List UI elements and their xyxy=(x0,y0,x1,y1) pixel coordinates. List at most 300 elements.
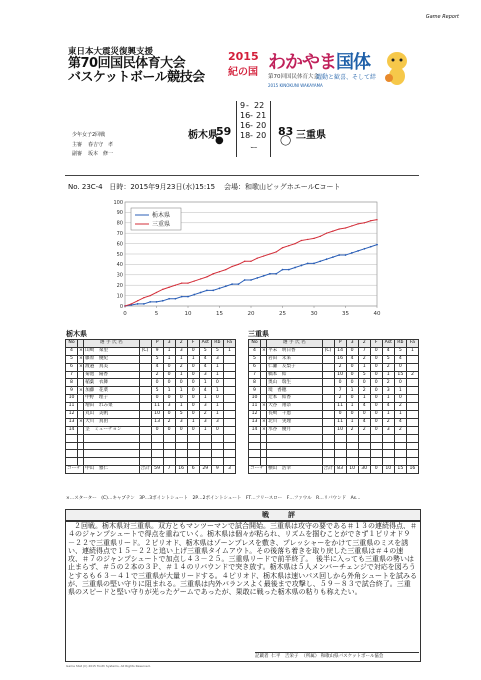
stat-cell: 10 xyxy=(249,395,261,403)
stat-cell xyxy=(223,355,235,363)
stat-cell: 2 xyxy=(382,418,394,426)
logo-slogan: 躍動と歓喜、そして絆 xyxy=(316,74,377,81)
q1-away: 22 xyxy=(254,101,265,110)
stat-cell xyxy=(249,434,261,442)
stat-cell: (C) xyxy=(139,347,151,355)
stat-cell: 14 xyxy=(249,426,261,434)
player-name: 平末 明日香 xyxy=(267,347,322,355)
stat-cell: 1 xyxy=(163,355,175,363)
stat-cell xyxy=(322,434,334,442)
stat-cell: 5 xyxy=(382,355,394,363)
data-point xyxy=(364,222,365,223)
stat-cell xyxy=(322,371,334,379)
box-header-cell xyxy=(139,340,151,348)
data-point xyxy=(162,289,163,290)
box-header-cell: 選 手 氏 名 xyxy=(84,340,139,348)
data-point xyxy=(376,244,378,246)
stat-cell: 0 xyxy=(211,395,223,403)
stat-cell: 5 xyxy=(151,355,163,363)
stat-cell xyxy=(406,434,418,442)
score-progression-chart xyxy=(109,198,385,322)
kokutai-logo xyxy=(228,46,411,92)
player-name: 山崎 栞里 xyxy=(84,347,139,355)
data-point xyxy=(307,262,309,264)
data-point xyxy=(225,269,226,270)
stat-cell: 3 xyxy=(211,418,223,426)
stat-cell: 1 xyxy=(394,411,406,419)
game-date: 2015年9月23日(水)15:15 xyxy=(130,183,216,191)
stat-cell xyxy=(370,442,382,450)
data-point xyxy=(187,296,189,298)
stat-cell: 1 xyxy=(175,387,187,395)
stat-cell: 0 xyxy=(370,347,382,355)
stat-cell xyxy=(163,442,175,450)
player-name: 大川 真由 xyxy=(84,418,139,426)
stat-cell: 0 xyxy=(346,347,358,355)
event-title-line3: バスケットボール競技会 xyxy=(68,69,205,85)
stat-cell: 1 xyxy=(358,363,370,371)
stat-cell: 1 xyxy=(346,418,358,426)
stat-cell: 0 xyxy=(211,379,223,387)
coach-label: コーチ xyxy=(66,466,84,474)
data-point xyxy=(351,252,353,254)
stat-cell xyxy=(139,355,151,363)
data-point xyxy=(294,267,296,269)
stat-cell: 1 xyxy=(211,371,223,379)
stat-cell xyxy=(322,355,334,363)
y-tick-label: 60 xyxy=(116,241,123,248)
stat-cell: 12 xyxy=(249,411,261,419)
stat-cell: 2 xyxy=(346,426,358,434)
stat-cell: 5 xyxy=(175,411,187,419)
stat-cell xyxy=(66,434,78,442)
total-cell: 10 xyxy=(382,466,394,474)
stat-cell xyxy=(358,434,370,442)
box-legend: ×…スターター (C)…キャプテン 3P…3ポイントシュート 2P…2ポイントシュート FT…フリースロー F…ファウル R…リバウンド As… xyxy=(66,496,361,501)
stat-cell: 4 xyxy=(199,387,211,395)
stat-cell: 1 xyxy=(223,347,235,355)
player-name: 増田 れみ菜 xyxy=(84,403,139,411)
logo-english: 2015 KINOKUNI WAKAYAMA xyxy=(268,83,323,88)
data-point xyxy=(376,219,377,220)
player-row xyxy=(249,426,419,434)
stat-cell: 0 xyxy=(346,411,358,419)
player-name xyxy=(84,458,139,466)
stat-cell: 0 xyxy=(370,403,382,411)
stat-cell: 0 xyxy=(187,426,199,434)
total-cell: 59 xyxy=(151,466,163,474)
stat-cell: 2 xyxy=(382,379,394,387)
stat-cell: 10 xyxy=(151,411,163,419)
stat-cell: 15 xyxy=(394,371,406,379)
data-point xyxy=(156,301,158,303)
box-header-cell: 選 手 氏 名 xyxy=(267,340,322,348)
stat-cell: × xyxy=(78,418,84,426)
logo-main-a: わかやま xyxy=(268,52,336,73)
player-row xyxy=(249,434,419,442)
data-point xyxy=(345,254,347,256)
stat-cell: 16 xyxy=(334,355,346,363)
stat-cell xyxy=(139,371,151,379)
stat-cell: 4 xyxy=(199,363,211,371)
stat-cell xyxy=(370,450,382,458)
data-point xyxy=(213,273,214,274)
event-title-line2: 第70回国民体育大会 xyxy=(68,55,186,71)
stat-cell xyxy=(66,450,78,458)
stat-cell: 1 xyxy=(382,395,394,403)
player-name xyxy=(84,434,139,442)
stat-cell: 5 xyxy=(211,347,223,355)
stat-cell xyxy=(139,426,151,434)
review-title: 戦 評 xyxy=(262,511,301,519)
stat-cell: 1 xyxy=(382,411,394,419)
stat-cell xyxy=(322,418,334,426)
player-row xyxy=(66,418,236,426)
stat-cell xyxy=(322,442,334,450)
box-header-cell: P xyxy=(151,340,163,348)
data-point xyxy=(124,305,125,306)
stat-cell xyxy=(370,458,382,466)
player-row xyxy=(66,395,236,403)
legend-label: 三重県 xyxy=(152,221,171,228)
box-header-cell: Ast xyxy=(382,340,394,348)
stat-cell xyxy=(406,411,418,419)
stat-cell: 1 xyxy=(175,403,187,411)
stat-cell: 0 xyxy=(370,411,382,419)
box-header-cell xyxy=(322,340,334,348)
box-header-cell: No xyxy=(66,340,78,348)
player-row xyxy=(66,363,236,371)
stat-cell: 0 xyxy=(187,379,199,387)
stat-cell: 8 xyxy=(66,379,78,387)
stat-cell xyxy=(406,379,418,387)
stat-cell: 13 xyxy=(151,418,163,426)
stat-cell: 2 xyxy=(334,363,346,371)
stat-cell xyxy=(406,395,418,403)
player-name: 中野 理子 xyxy=(84,395,139,403)
stat-cell xyxy=(223,434,235,442)
data-point xyxy=(143,297,144,298)
player-row xyxy=(249,418,419,426)
stat-cell: 2 xyxy=(358,387,370,395)
data-point xyxy=(212,290,214,292)
stat-cell xyxy=(199,450,211,458)
box-header-cell: F xyxy=(370,340,382,348)
stat-cell: 0 xyxy=(370,395,382,403)
y-tick-label: 30 xyxy=(116,272,123,279)
player-row xyxy=(249,450,419,458)
x-tick-label: 25 xyxy=(279,311,286,317)
y-tick-label: 90 xyxy=(116,210,123,217)
stat-cell: 0 xyxy=(175,426,187,434)
umpire-label: 副審 xyxy=(72,151,83,157)
player-name xyxy=(84,442,139,450)
data-point xyxy=(225,285,227,287)
data-point xyxy=(244,279,246,281)
data-point xyxy=(200,292,202,294)
data-point xyxy=(131,303,132,304)
stat-cell: 3 xyxy=(175,347,187,355)
stat-cell: 1 xyxy=(211,363,223,371)
stat-cell: 0 xyxy=(151,395,163,403)
stat-cell: 3 xyxy=(199,418,211,426)
stat-cell xyxy=(223,379,235,387)
data-point xyxy=(181,283,182,284)
stat-cell xyxy=(346,458,358,466)
player-name: 菊池 陽香 xyxy=(84,371,139,379)
player-name: 奥山 瑞生 xyxy=(267,379,322,387)
data-point xyxy=(275,273,277,275)
stat-cell xyxy=(382,450,394,458)
stat-cell xyxy=(151,442,163,450)
stat-cell: 2 xyxy=(163,418,175,426)
data-point xyxy=(339,228,340,229)
stat-cell: 0 xyxy=(358,411,370,419)
stat-cell xyxy=(66,442,78,450)
stat-cell: 7 xyxy=(249,371,261,379)
q2-home: 16 xyxy=(240,111,251,120)
stat-cell: 3 xyxy=(199,403,211,411)
stat-cell: 0 xyxy=(163,379,175,387)
stat-cell xyxy=(223,418,235,426)
stat-cell: 1 xyxy=(175,371,187,379)
umpire-name: 坂本 修一 xyxy=(88,151,114,157)
player-name: 北川 実理 xyxy=(267,418,322,426)
stat-cell: 0 xyxy=(151,379,163,387)
stat-cell xyxy=(139,450,151,458)
stat-cell: 10 xyxy=(66,395,78,403)
stat-cell xyxy=(406,450,418,458)
stat-cell xyxy=(175,442,187,450)
data-point xyxy=(169,287,170,288)
stat-cell xyxy=(249,442,261,450)
data-point xyxy=(313,238,314,239)
y-tick-label: 100 xyxy=(113,199,123,206)
stat-cell: 0 xyxy=(187,395,199,403)
stat-cell xyxy=(66,458,78,466)
box-header-cell: F xyxy=(187,340,199,348)
stat-cell xyxy=(223,371,235,379)
home-box-score xyxy=(65,339,236,474)
data-point xyxy=(187,283,188,284)
stat-cell xyxy=(358,458,370,466)
stat-cell: 1 xyxy=(211,411,223,419)
box-header-cell: P xyxy=(334,340,346,348)
stat-cell xyxy=(346,450,358,458)
player-name: 橋本 結 xyxy=(267,371,322,379)
stat-cell: 5 xyxy=(66,355,78,363)
stat-cell: 0 xyxy=(163,371,175,379)
data-point xyxy=(257,258,258,259)
stat-cell: 4 xyxy=(358,418,370,426)
away-team-name: 三重県 xyxy=(296,130,326,141)
player-row xyxy=(66,442,236,450)
stat-cell xyxy=(211,458,223,466)
stat-cell xyxy=(175,434,187,442)
stat-cell: 7 xyxy=(358,347,370,355)
box-header-cell: Fa xyxy=(223,340,235,348)
stat-cell xyxy=(199,458,211,466)
stat-cell: 6 xyxy=(66,363,78,371)
data-point xyxy=(206,290,208,292)
x-tick-label: 30 xyxy=(310,311,318,317)
q2-away: 21 xyxy=(256,111,267,120)
stat-cell xyxy=(187,434,199,442)
stat-cell xyxy=(406,363,418,371)
stat-cell xyxy=(211,450,223,458)
data-point xyxy=(288,245,289,246)
data-point xyxy=(319,260,321,262)
stat-cell xyxy=(139,434,151,442)
stat-cell xyxy=(163,450,175,458)
stat-cell: 10 xyxy=(334,426,346,434)
player-name xyxy=(267,434,322,442)
data-point xyxy=(364,248,366,250)
data-point xyxy=(219,271,220,272)
stat-cell xyxy=(334,450,346,458)
stat-cell xyxy=(151,450,163,458)
stat-cell xyxy=(175,450,187,458)
coach-name: 横山 浩幸 xyxy=(267,466,322,474)
total-cell: 9 xyxy=(211,466,223,474)
stat-cell xyxy=(322,379,334,387)
total-cell: 29 xyxy=(199,466,211,474)
data-point xyxy=(194,280,195,281)
stat-cell: 0 xyxy=(187,411,199,419)
game-date-label: 日時： xyxy=(109,183,131,191)
stat-cell: 1 xyxy=(187,418,199,426)
mascot-icon xyxy=(383,47,411,87)
stat-cell xyxy=(322,395,334,403)
stat-cell xyxy=(223,395,235,403)
y-tick-label: 80 xyxy=(116,220,123,227)
stat-cell xyxy=(322,411,334,419)
data-point xyxy=(244,261,245,262)
stat-cell: 0 xyxy=(211,426,223,434)
stat-cell: 2 xyxy=(358,355,370,363)
data-point xyxy=(326,233,327,234)
player-row xyxy=(249,363,419,371)
stat-cell: 0 xyxy=(163,363,175,371)
stat-cell: 4 xyxy=(382,403,394,411)
player-name: 仁瀬 友梨子 xyxy=(267,363,322,371)
player-name: 丸山 美帆 xyxy=(84,411,139,419)
stat-cell: 2 xyxy=(199,411,211,419)
stat-cell: × xyxy=(261,426,267,434)
stat-cell xyxy=(139,387,151,395)
stat-cell xyxy=(370,434,382,442)
stat-cell: 1 xyxy=(199,395,211,403)
stat-cell: 3 xyxy=(382,426,394,434)
stat-cell xyxy=(139,411,151,419)
game-no-label: No. xyxy=(68,183,80,191)
stat-cell xyxy=(394,458,406,466)
data-point xyxy=(206,276,207,277)
stat-cell: 9 xyxy=(249,387,261,395)
stat-cell xyxy=(249,458,261,466)
player-row xyxy=(66,347,236,355)
box-header-cell: Ast xyxy=(199,340,211,348)
stat-cell: 0 xyxy=(346,363,358,371)
player-name: 茎 ミューチョン xyxy=(84,426,139,434)
data-point xyxy=(238,264,239,265)
player-row xyxy=(66,379,236,387)
stat-cell: 4 xyxy=(382,347,394,355)
stat-cell: 11 xyxy=(66,403,78,411)
box-header-cell: No xyxy=(249,340,261,348)
overtime-score: ー xyxy=(250,143,258,152)
stat-cell xyxy=(139,442,151,450)
y-tick-label: 0 xyxy=(119,303,123,310)
data-point xyxy=(351,225,352,226)
data-point xyxy=(137,300,138,301)
total-cell: 30 xyxy=(358,466,370,474)
home-result-mark: ● xyxy=(215,135,224,146)
stat-cell xyxy=(139,379,151,387)
data-point xyxy=(269,273,271,275)
stat-cell xyxy=(139,363,151,371)
stat-cell xyxy=(151,434,163,442)
home-score: 59 xyxy=(216,125,232,138)
game-category: 少年女子2回戦 xyxy=(72,132,106,138)
stat-cell xyxy=(406,458,418,466)
stat-cell: 4 xyxy=(249,347,261,355)
stat-cell xyxy=(187,450,199,458)
stat-cell: 0 xyxy=(187,363,199,371)
data-point xyxy=(345,227,346,228)
stat-cell: 1 xyxy=(382,371,394,379)
stat-cell: 0 xyxy=(394,363,406,371)
player-name xyxy=(267,458,322,466)
stat-cell xyxy=(211,434,223,442)
stat-cell: 5 xyxy=(151,387,163,395)
stat-cell: 13 xyxy=(66,418,78,426)
affiliation: 和歌山県バスケットボール協会 xyxy=(320,654,384,659)
x-tick-label: 0 xyxy=(123,311,127,317)
data-point xyxy=(256,277,258,279)
total-label: 合計 xyxy=(139,466,151,474)
data-point xyxy=(301,240,302,241)
stat-cell: 2 xyxy=(394,426,406,434)
x-tick-label: 10 xyxy=(184,311,192,317)
stat-cell xyxy=(382,434,394,442)
home-box-team: 栃木県 xyxy=(66,330,87,338)
stat-cell: × xyxy=(261,403,267,411)
stat-cell xyxy=(322,363,334,371)
stat-cell: 2 xyxy=(334,395,346,403)
player-name: 稲葉 衣舞 xyxy=(84,379,139,387)
logo-main-b: 国体 xyxy=(336,52,370,73)
venue-label: 会場： xyxy=(224,183,246,191)
player-row xyxy=(66,411,236,419)
player-row xyxy=(249,458,419,466)
stat-cell: 0 xyxy=(175,395,187,403)
away-box-team: 三重県 xyxy=(248,330,269,338)
total-cell: 16 xyxy=(175,466,187,474)
stat-cell xyxy=(322,458,334,466)
player-name xyxy=(267,442,322,450)
player-row xyxy=(249,379,419,387)
logo-kinokuni: 紀の国 xyxy=(228,67,258,78)
data-point xyxy=(358,223,359,224)
stat-cell: 1 xyxy=(175,355,187,363)
player-row xyxy=(66,387,236,395)
data-point xyxy=(263,255,264,256)
total-cell: 16 xyxy=(406,466,418,474)
stat-cell: 9 xyxy=(151,347,163,355)
x-tick-label: 35 xyxy=(342,311,349,317)
stat-cell: × xyxy=(78,355,84,363)
